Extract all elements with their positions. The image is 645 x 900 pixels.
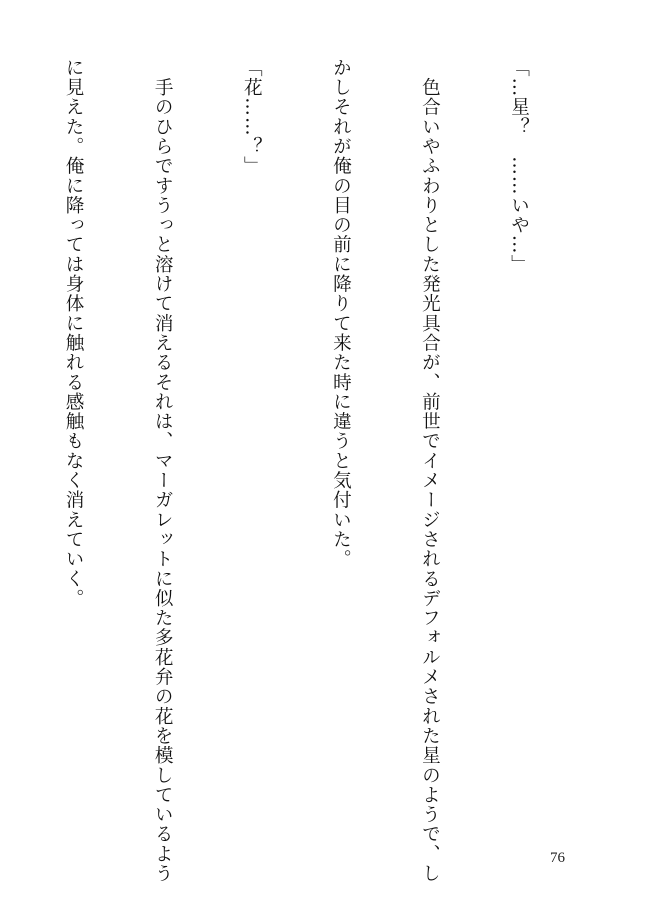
page-number: 76	[550, 850, 565, 866]
vertical-text-body	[0, 58, 593, 884]
text-line: に見えた。俺に降っては身体に触れる感触もなく消えていく。	[63, 58, 85, 609]
text-line: 色合いやふわりとした発光具合が、前世でイメージされるデフォルメされた星のようで、し	[419, 58, 441, 884]
text-line: 「…星？ ……いや…」	[508, 58, 530, 275]
text-line: 手のひらですうっと溶けて消えるそれは、マーガレットに似た多花弁の花を模しているよう	[152, 58, 174, 884]
text-line: 「花……？」	[241, 58, 263, 176]
text-line: かしそれが俺の目の前に降りて来た時に違うと気付いた。	[330, 58, 352, 569]
